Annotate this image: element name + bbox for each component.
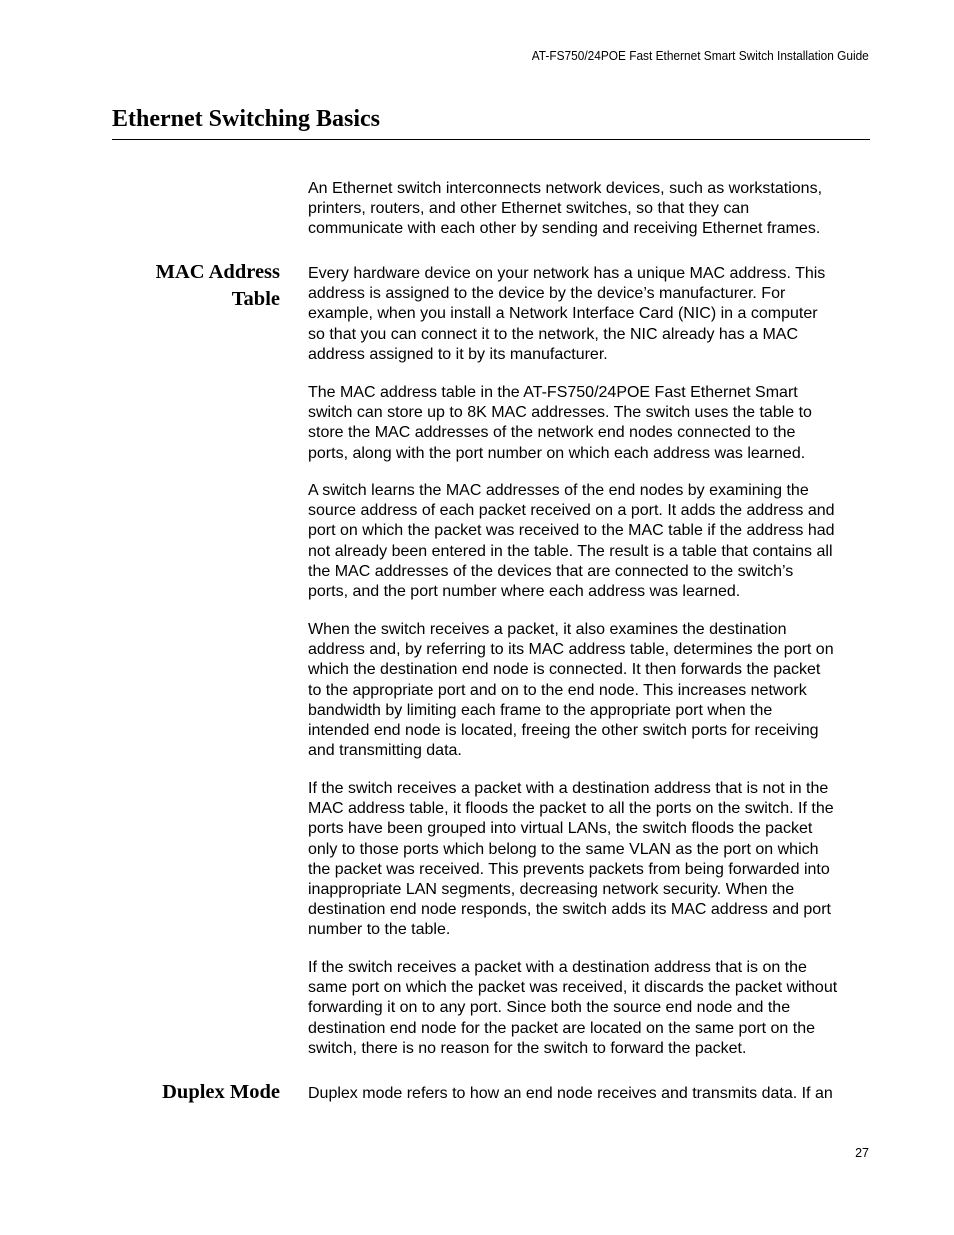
heading-line: Duplex Mode [162,1081,280,1103]
intro-paragraph [308,179,874,240]
text-line: number to the table. [308,921,451,939]
text-line: so that you can connect it to the network, the NIC already has a MAC [308,325,799,343]
text-line: Every hardware device on your network has a unique MAC address. This [308,265,826,282]
text-line: communicate with each other by sending and receiving Ethernet frames. [308,220,821,238]
text-line: When the switch receives a packet, it also examines the destination [308,621,787,638]
mac-paragraph-1 [308,264,874,365]
text-line: ports have been grouped into virtual LANs, the switch floods the packet [308,820,813,838]
text-line: intended end node is located, freeing the other switch ports for receiving [308,722,819,740]
mac-paragraph-5 [308,779,874,941]
text-line: switch, there is no reason for the switch to forward the packet. [308,1039,747,1057]
text-line: ports, and the port number where each address was learned. [308,583,741,601]
text-line: bandwidth by limiting each frame to the appropriate port when the [308,701,773,719]
duplex-mode-heading [80,1079,280,1106]
text-line: store the MAC addresses of the network end nodes connected to the [308,424,796,442]
duplex-paragraph [308,1084,874,1104]
text-line: inappropriate LAN segments, decreasing network security. When the [308,881,795,899]
text-line: the MAC addresses of the devices that are connected to the switch’s [308,562,794,580]
mac-address-table-heading [80,259,280,313]
text-line: If the switch receives a packet with a destination address that is not in the [308,780,829,797]
text-line: An Ethernet switch interconnects network devices, such as workstations, [308,180,823,197]
text-line: not already been entered in the table. The result is a table that contains all [308,542,833,560]
section-title: Ethernet Switching Basics [112,106,381,132]
text-line: Duplex mode refers to how an end node receives and transmits data. If an [308,1085,833,1102]
text-line: address assigned to it by its manufacturer. [308,345,608,363]
mac-paragraph-6 [308,958,874,1059]
running-header: AT-FS750/24POE Fast Ethernet Smart Switch Installation Guide [531,49,869,63]
text-line: ports, along with the port number on which each address was learned. [308,444,806,462]
text-line: example, when you install a Network Interface Card (NIC) in a computer [308,305,818,323]
mac-paragraph-3 [308,481,874,602]
text-line: printers, routers, and other Ethernet switches, so that they can [308,200,750,218]
text-line: destination end node for the packet are located on the same port on the [308,1019,816,1037]
mac-paragraph-4 [308,620,874,761]
title-rule [112,139,870,140]
text-line: If the switch receives a packet with a destination address that is on the [308,959,807,976]
text-line: source address of each packet received on a port. It adds the address and [308,502,835,520]
text-line: to the appropriate port and on to the end node. This increases network [308,681,807,699]
text-line: address and, by referring to its MAC address table, determines the port on [308,641,834,659]
page-number: 27 [855,1146,869,1160]
text-line: same port on which the packet was received, it discards the packet without [308,979,838,997]
text-line: forwarding it on to any port. Since both the source end node and the [308,999,791,1017]
text-line: address is assigned to the device by the device’s manufacturer. For [308,285,786,303]
text-line: which the destination end node is connected. It then forwards the packet [308,661,821,679]
text-line: destination end node responds, the switch adds its MAC address and port [308,901,831,919]
text-line: port on which the packet was received to the MAC table if the address had [308,522,835,540]
text-line: A switch learns the MAC addresses of the end nodes by examining the [308,482,809,499]
text-line: only to those ports which belong to the same VLAN as the port on which [308,840,819,858]
text-line: the packet was received. This prevents packets from being forwarded into [308,860,830,878]
text-line: MAC address table, it floods the packet to all the ports on the switch. If the [308,800,834,818]
heading-line: MAC Address [155,261,280,283]
text-line: and transmitting data. [308,742,462,760]
heading-line: Table [231,288,280,310]
text-line: The MAC address table in the AT-FS750/24POE Fast Ethernet Smart [308,384,798,401]
text-line: switch can store up to 8K MAC addresses. The switch uses the table to [308,404,812,422]
mac-paragraph-2 [308,383,874,464]
